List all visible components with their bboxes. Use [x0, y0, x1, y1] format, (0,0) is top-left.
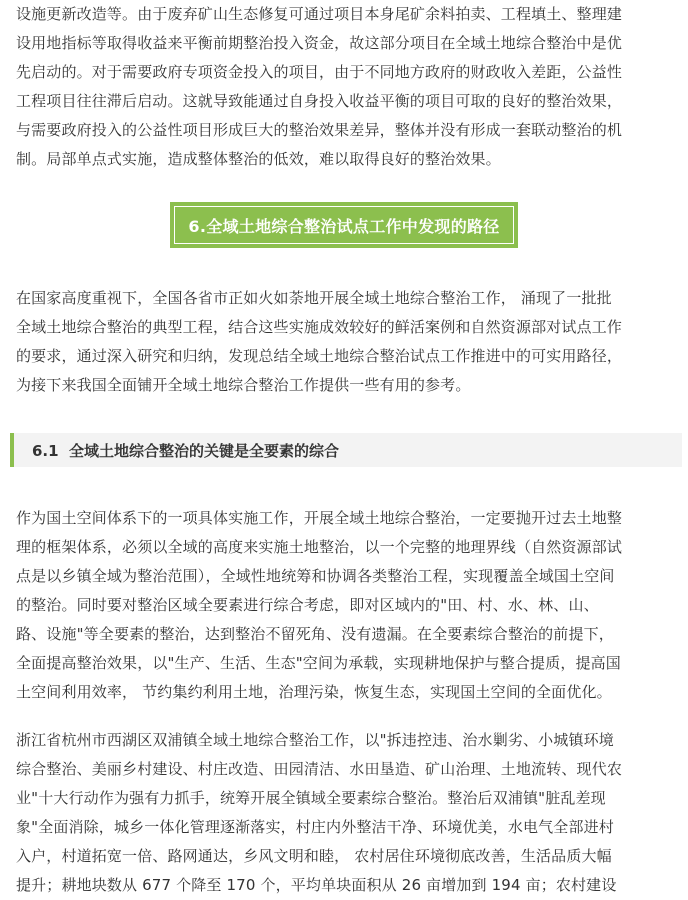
- section-6-1-heading: 6.1 全域土地综合整治的关键是全要素的综合: [32, 441, 340, 460]
- text-line: 与需要政府投入的公益性项目形成巨大的整治效果差异，整体并没有形成一套联动整治的机: [16, 121, 623, 139]
- text-line: 土空间利用效率， 节约集约利用土地，治理污染，恢复生态，实现国土空间的全面优化。: [16, 683, 612, 701]
- section-6-heading-box: [170, 202, 518, 248]
- text-line: 在国家高度重视下，全国各省市正如火如荼地开展全域土地综合整治工作， 涌现了一批批: [16, 289, 612, 307]
- text-line: 路、设施"等全要素的整治，达到整治不留死角、没有遗漏。在全要素综合整治的前提下，: [16, 625, 614, 643]
- text-line: 制。局部单点式实施，造成整体整治的低效，难以取得良好的整治效果。: [16, 150, 501, 168]
- section-6-1-heading-bar: [10, 433, 682, 467]
- text-line: 先启动的。对于需要政府专项资金投入的项目，由于不同地方政府的财政收入差距，公益性: [16, 63, 623, 81]
- text-line: 业"十大行动作为强有力抓手，统筹开展全镇域全要素综合整治。整治后双浦镇"脏乱差现: [16, 789, 606, 807]
- text-line: 象"全面消除，城乡一体化管理逐渐落实，村庄内外整洁干净、环境优美，水电气全部进村: [16, 818, 614, 836]
- paragraph-restoration-funding: [16, 0, 676, 174]
- text-line: 为接下来我国全面铺开全域土地综合整治工作提供一些有用的参考。: [16, 376, 471, 394]
- section-6-heading: 6.全域土地综合整治试点工作中发现的路径: [174, 206, 514, 244]
- text-line: 全面提高整治效果，以"生产、生活、生态"空间为承载，实现耕地保护与整合提质，提高国: [16, 654, 621, 672]
- text-line: 全域土地综合整治的典型工程，结合这些实施成效较好的鲜活案例和自然资源部对试点工作: [16, 318, 623, 336]
- text-line: 浙江省杭州市西湖区双浦镇全域土地综合整治工作，以"拆违控违、治水剿劣、小城镇环境: [16, 731, 614, 749]
- text-line: 理的框架体系，必须以全域的高度来实施土地整治，以一个完整的地理界线（自然资源部试: [16, 538, 623, 556]
- text-line: 设施更新改造等。由于废弃矿山生态修复可通过项目本身尾矿余料拍卖、工程填土、整理建: [16, 5, 623, 23]
- paragraph-all-elements: [16, 504, 676, 707]
- text-line: 入户，村道拓宽一倍、路网通达，乡风文明和睦， 农村居住环境彻底改善，生活品质大幅: [16, 847, 612, 865]
- text-line: 的整治。同时要对整治区域全要素进行综合考虑，即对区域内的"田、村、水、林、山、: [16, 596, 599, 614]
- text-line: 的要求，通过深入研究和归纳，发现总结全域土地综合整治试点工作推进中的可实用路径，: [16, 347, 623, 365]
- paragraph-shuangpu-case: [16, 726, 676, 900]
- text-line: 工程项目往往滞后启动。这就导致能通过自身投入收益平衡的项目可取的良好的整治效果，: [16, 92, 623, 110]
- text-line: 综合整治、美丽乡村建设、村庄改造、田园清洁、水田垦造、矿山治理、土地流转、现代农: [16, 760, 623, 778]
- text-line: 点是以乡镇全域为整治范围），全域性地统筹和协调各类整治工程，实现覆盖全域国土空间: [16, 567, 615, 585]
- text-line: 作为国土空间体系下的一项具体实施工作，开展全域土地综合整治，一定要抛开过去土地整: [16, 509, 623, 527]
- text-line: 设用地指标等取得收益来平衡前期整治投入资金，故这部分项目在全域土地综合整治中是优: [16, 34, 623, 52]
- text-line: 提升；耕地块数从 677 个降至 170 个，平均单块面积从 26 亩增加到 194 亩；农村建设: [16, 876, 617, 894]
- paragraph-intro-paths: [16, 284, 676, 400]
